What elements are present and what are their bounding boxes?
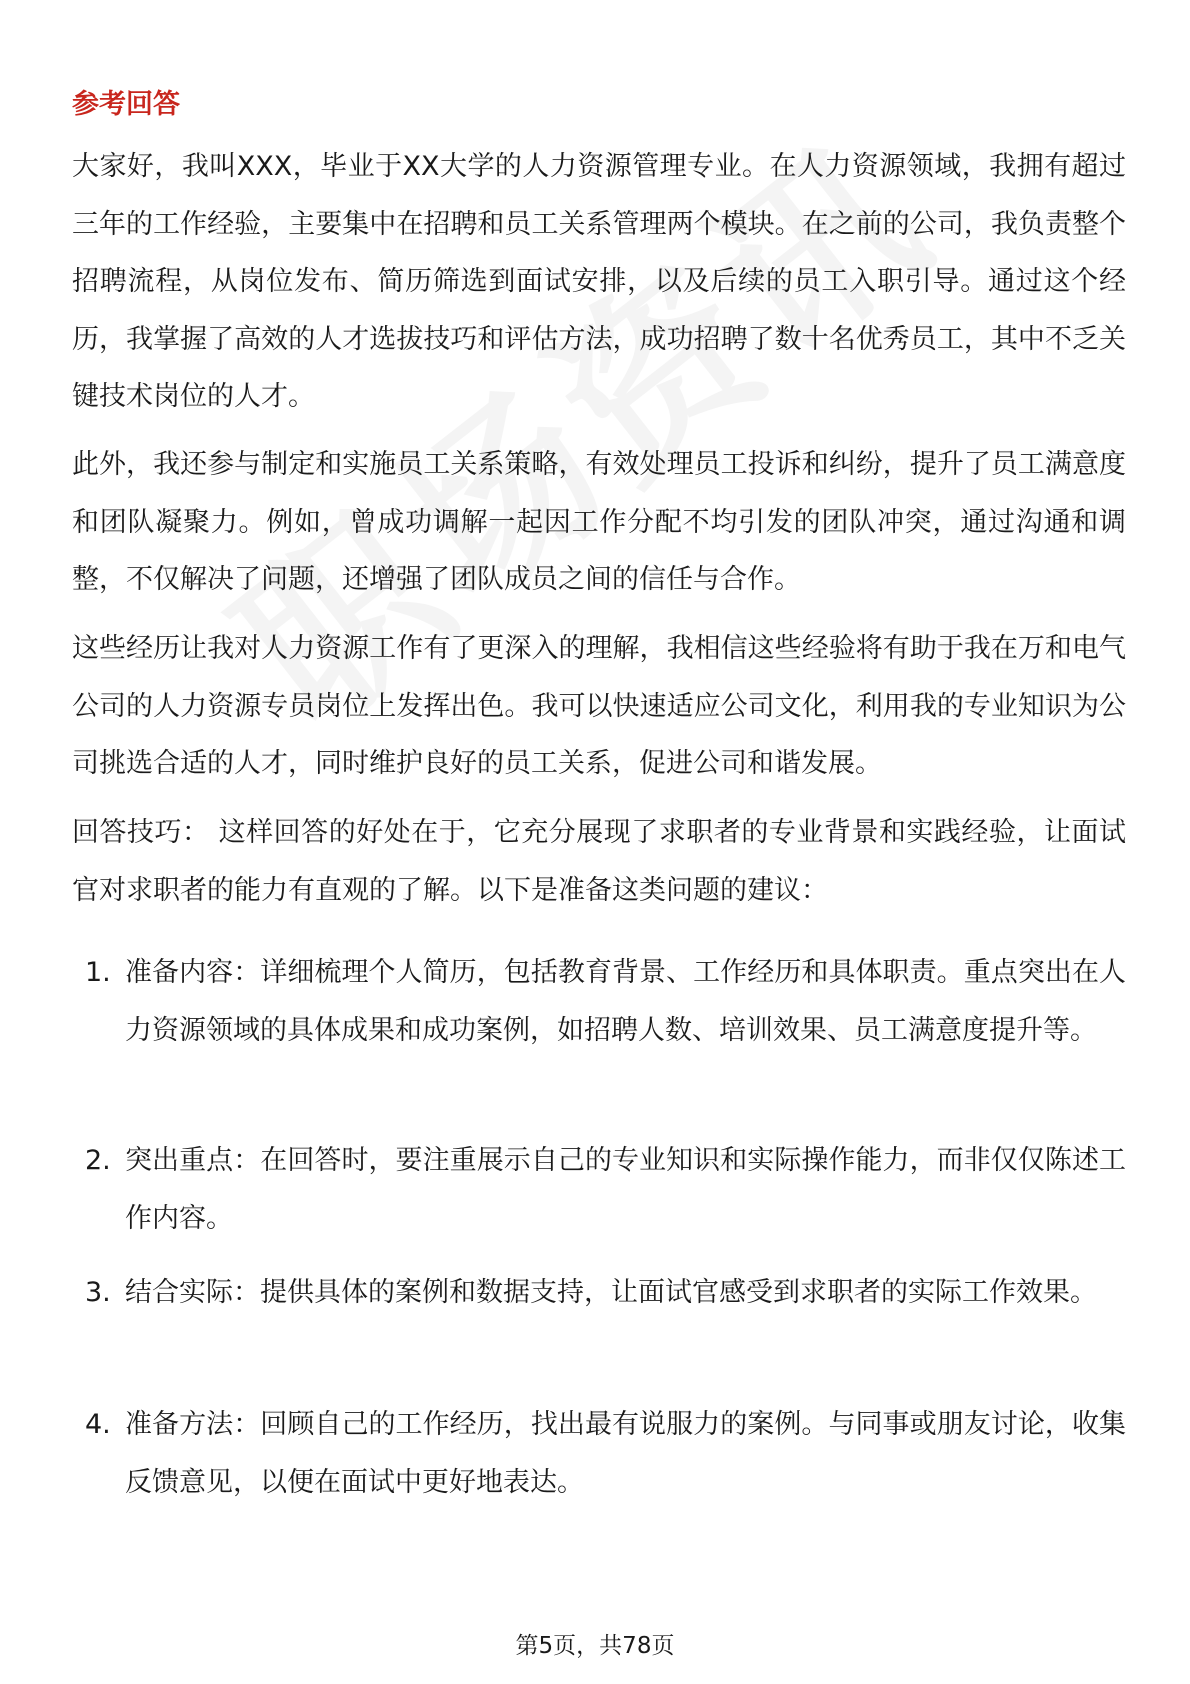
tip-number: 4. (85, 1409, 111, 1440)
answer-paragraph-3: 这些经历让我对人力资源工作有了更深入的理解，我相信这些经验将有助于我在万和电气公司的人力资源专员岗位上发挥出色。我可以快速适应公司文化，利用我的专业知识为公司挑选合适的人才，同时维护良好的员工关系，促进公司和谐发展。 (72, 633, 1126, 779)
tip-number: 1. (85, 957, 111, 988)
tip-number: 3. (85, 1277, 111, 1308)
section-heading: 参考回答 (72, 89, 180, 120)
tip-item-2 (85, 1132, 1126, 1247)
tip-text: 准备方法：回顾自己的工作经历，找出最有说服力的案例。与同事或朋友讨论，收集反馈意见，以便在面试中更好地表达。 (125, 1409, 1126, 1498)
answer-paragraph-2: 此外，我还参与制定和实施员工关系策略，有效处理员工投诉和纠纷，提升了员工满意度和团队凝聚力。例如，曾成功调解一起因工作分配不均引发的团队冲突，通过沟通和调整，不仅解决了问题，还增强了团队成员之间的信任与合作。 (72, 449, 1126, 595)
tips-intro-paragraph: 回答技巧： 这样回答的好处在于，它充分展现了求职者的专业背景和实践经验，让面试官对求职者的能力有直观的了解。以下是准备这类问题的建议： (72, 817, 1126, 906)
tip-item-1 (85, 944, 1126, 1059)
tip-item-3 (85, 1264, 1126, 1322)
tip-text: 结合实际：提供具体的案例和数据支持，让面试官感受到求职者的实际工作效果。 (125, 1277, 1097, 1308)
answer-paragraph-1: 大家好，我叫XXX，毕业于XX大学的人力资源管理专业。在人力资源领域，我拥有超过三年的工作经验，主要集中在招聘和员工关系管理两个模块。在之前的公司，我负责整个招聘流程，从岗位发布、简历筛选到面试安排，以及后续的员工入职引导。通过这个经历，我掌握了高效的人才选拔技巧和评估方法，成功招聘了数十名优秀员工，其中不乏关键技术岗位的人才。 (72, 151, 1126, 412)
tip-text: 准备内容：详细梳理个人简历，包括教育背景、工作经历和具体职责。重点突出在人力资源领域的具体成果和成功案例，如招聘人数、培训效果、员工满意度提升等。 (125, 957, 1126, 1046)
tip-item-4 (85, 1396, 1126, 1511)
tip-text: 突出重点：在回答时，要注重展示自己的专业知识和实际操作能力，而非仅仅陈述工作内容。 (125, 1145, 1126, 1234)
page-number-footer: 第5页，共78页 (515, 1633, 675, 1659)
tip-number: 2. (85, 1145, 111, 1176)
